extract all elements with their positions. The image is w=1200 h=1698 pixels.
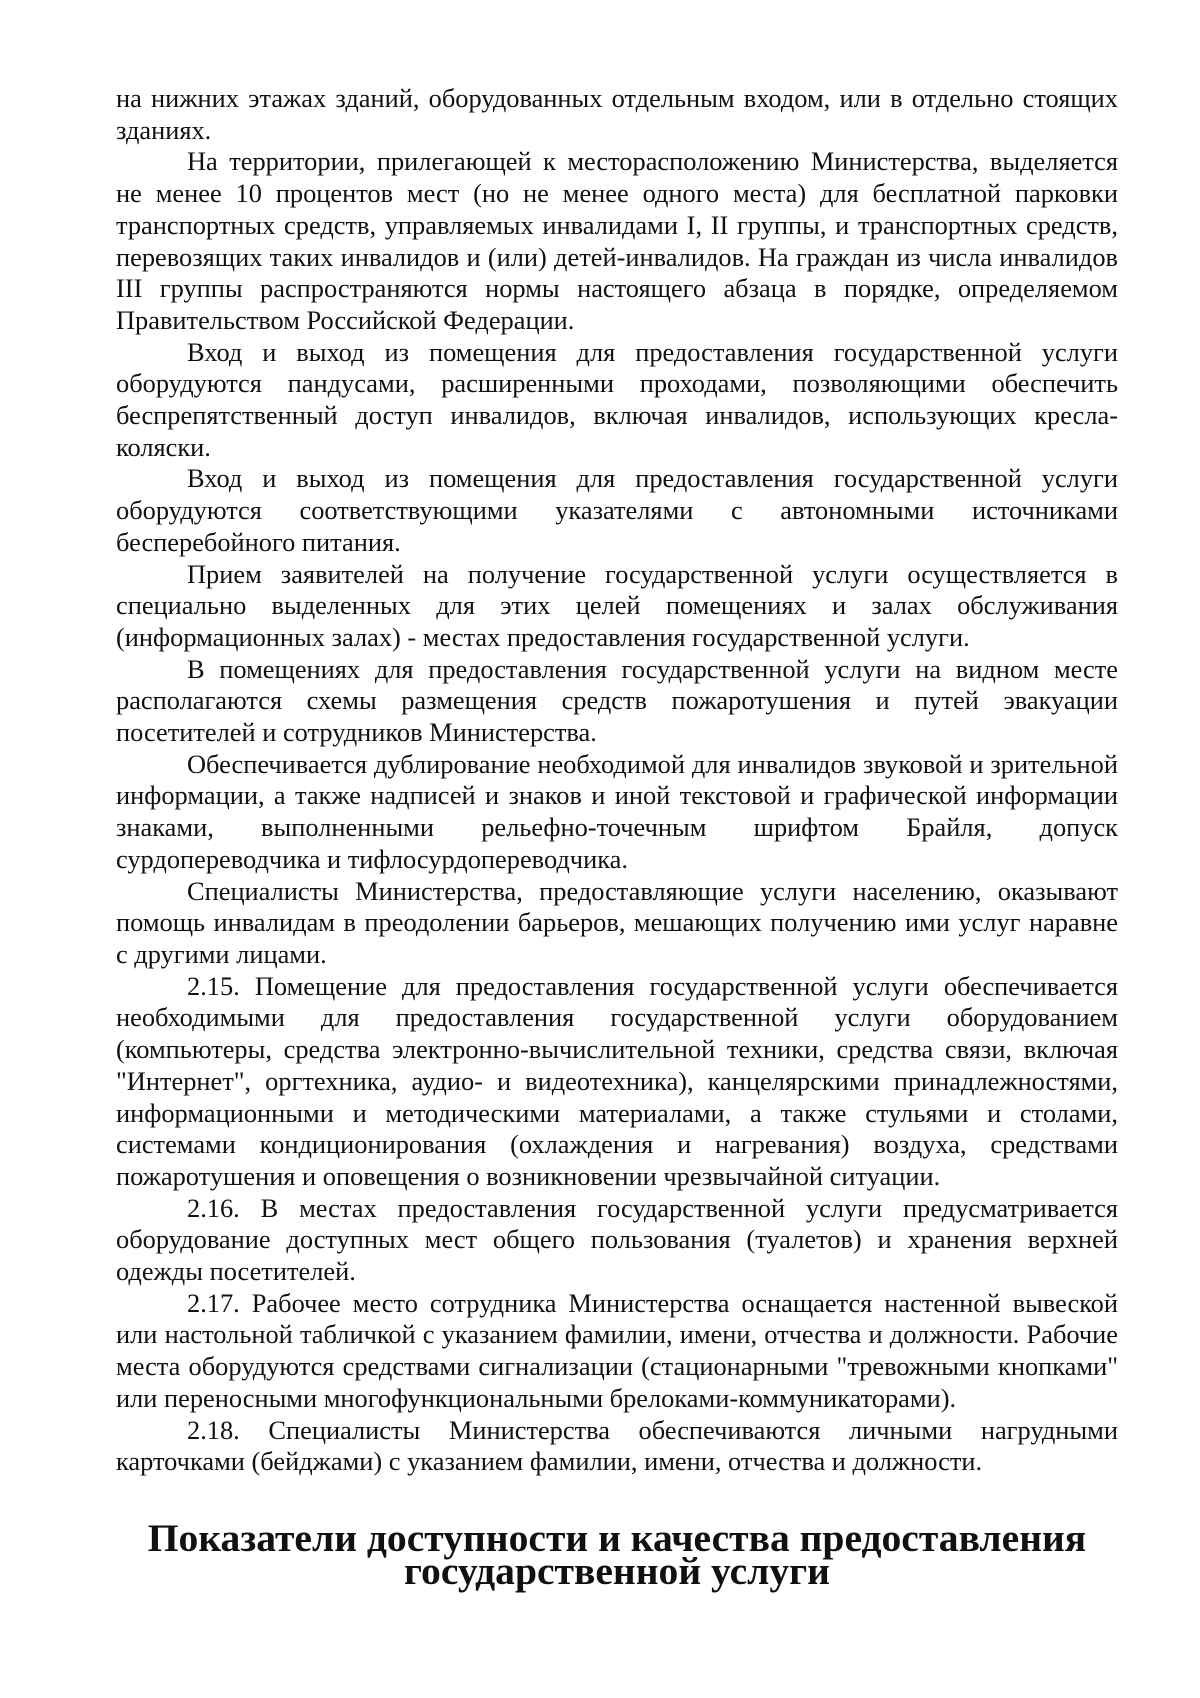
paragraph-2-15: 2.15. Помещение для предоставления государственной услуги обеспечивается необходимыми для предоставления государственной услуги оборудованием (компьютеры, средства электронно-вычислительной техники, средства связи, включая "Интернет", оргтехника, аудио- и видеотехника), канцелярскими принадлежностями, информационными и методическими материалами, а также стульями и столами, системами кондиционирования (охлаждения и нагревания) воздуха, средствами пожаротушения и оповещения о возникновении чрезвычайной ситуации.: [116, 970, 1118, 1191]
paragraph-2-17: 2.17. Рабочее место сотрудника Министерства оснащается настенной вывеской или настольной табличкой с указанием фамилии, имени, отчества и должности. Рабочие места оборудуются средствами сигнализации (стационарными "тревожными кнопками" или переносными многофункциональными брелоками-коммуникаторами).: [116, 1287, 1118, 1413]
paragraph-evacuation: В помещениях для предоставления государственной услуги на видном месте располагаются схемы размещения средств пожаротушения и путей эвакуации посетителей и сотрудников Министерства.: [116, 653, 1118, 748]
paragraph-assistance: Специалисты Министерства, предоставляющие услуги населению, оказывают помощь инвалидам в преодолении барьеров, мешающих получению ими услуг наравне с другими лицами.: [116, 875, 1118, 969]
paragraph-2-16: 2.16. В местах предоставления государственной услуги предусматривается оборудование доступных мест общего пользования (туалетов) и хранения верхней одежды посетителей.: [116, 1192, 1118, 1287]
section-heading: Показатели доступности и качества предоставления государственной услуги: [147, 1515, 1087, 1593]
paragraph-parking: На территории, прилегающей к месторасположению Министерства, выделяется не менее 10 процентов мест (но не менее одного места) для бесплатной парковки транспортных средств, управляемых инвалидами I, II группы, и транспортных средств, перевозящих таких инвалидов и (или) детей-инвалидов. На граждан из числа инвалидов III группы распространяются нормы настоящего абзаца в порядке, определяемом Правительством Российской Федерации.: [116, 146, 1118, 335]
paragraph-braille: Обеспечивается дублирование необходимой для инвалидов звуковой и зрительной информации, а также надписей и знаков и иной текстовой и графической информации знаками, выполненными рельефно-точечным шрифтом Брайля, допуск сурдопереводчика и тифлосурдопереводчика.: [116, 748, 1118, 874]
paragraph-continuation: на нижних этажах зданий, оборудованных отдельным входом, или в отдельно стоящих зданиях.: [116, 83, 1118, 145]
paragraph-ramps: Вход и выход из помещения для предоставления государственной услуги оборудуются пандусами, расширенными проходами, позволяющими обеспечить беспрепятственный доступ инвалидов, включая инвалидов, использующих кресла-коляски.: [116, 336, 1118, 462]
paragraph-reception: Прием заявителей на получение государственной услуги осуществляется в специально выделенных для этих целей помещениях и залах обслуживания (информационных залах) - местах предоставления государственной услуги.: [116, 558, 1118, 652]
paragraph-2-18: 2.18. Специалисты Министерства обеспечиваются личными нагрудными карточками (бейджами) с указанием фамилии, имени, отчества и должности.: [116, 1414, 1118, 1477]
paragraph-signage: Вход и выход из помещения для предоставления государственной услуги оборудуются соответствующими указателями с автономными источниками бесперебойного питания.: [116, 463, 1118, 557]
